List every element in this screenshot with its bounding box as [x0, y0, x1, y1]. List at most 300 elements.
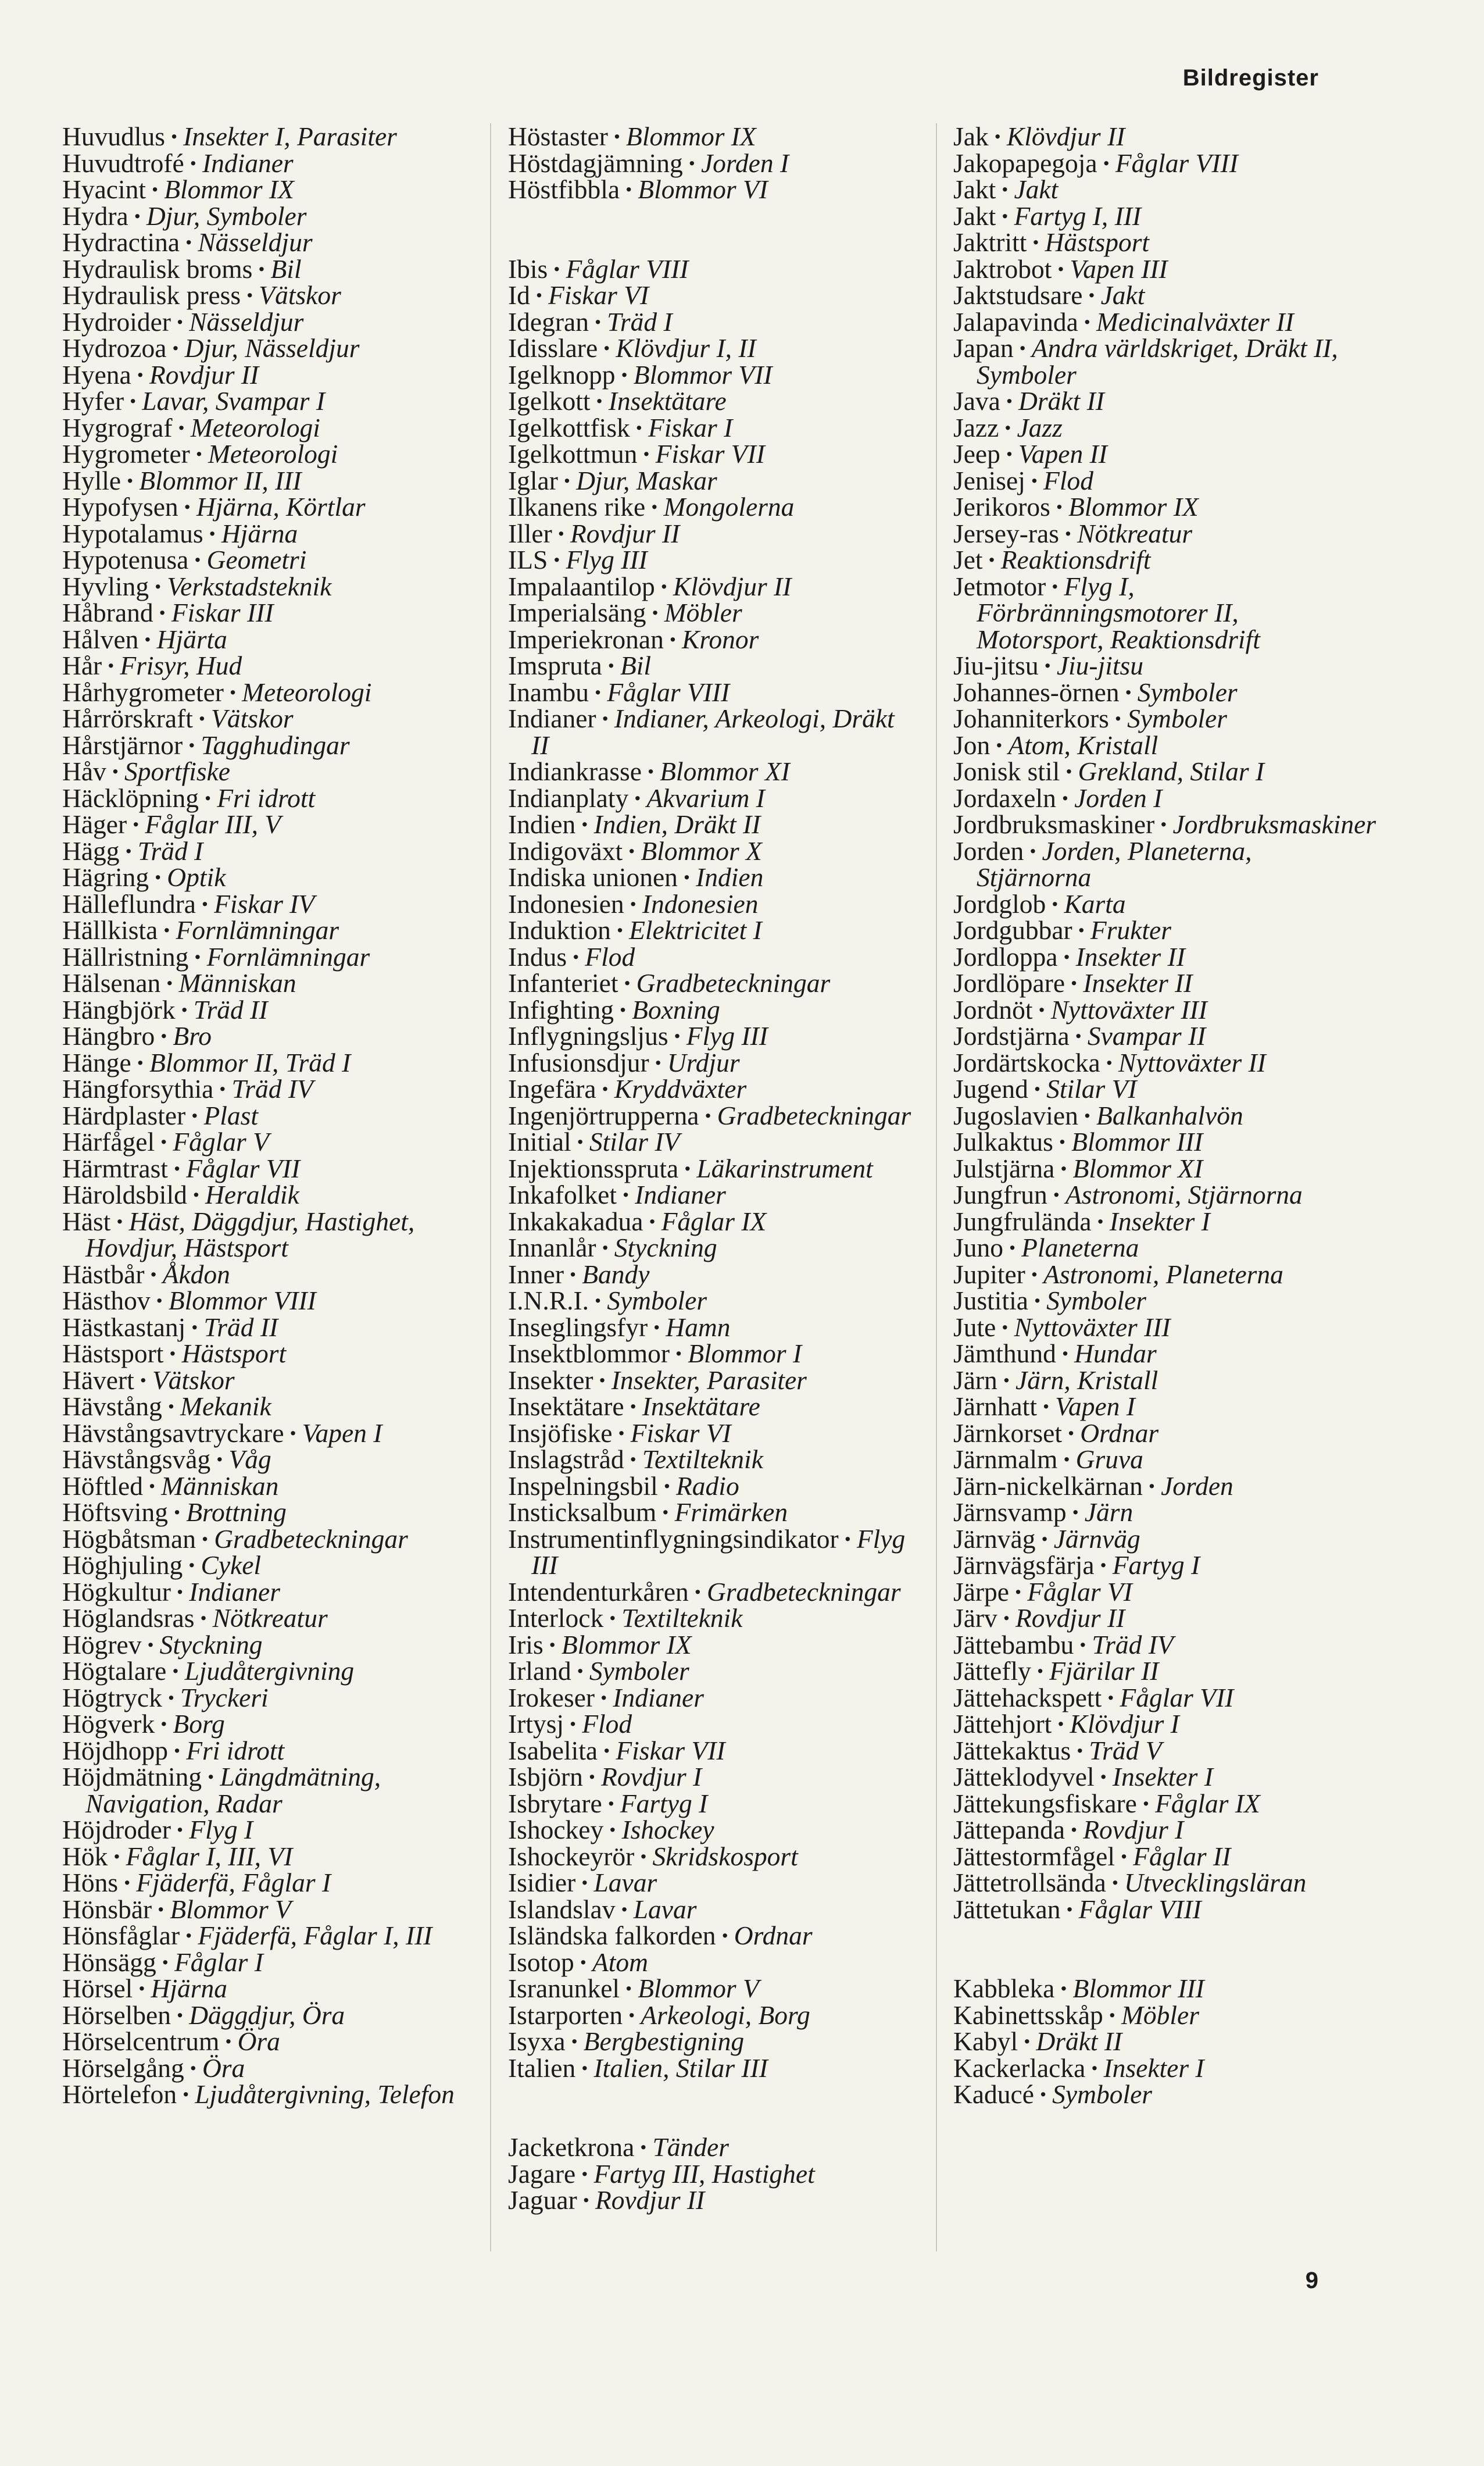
- index-topics: Grekland, Stilar I: [1078, 756, 1265, 786]
- index-term: Jugend: [953, 1074, 1028, 1104]
- index-term: Hårrörskraft: [62, 704, 193, 733]
- index-entry: [508, 467, 915, 494]
- separator-dot: ·: [153, 571, 163, 601]
- index-term: Jet: [953, 545, 983, 574]
- index-entry: [62, 1076, 469, 1102]
- separator-dot: ·: [1113, 704, 1123, 733]
- index-entry: [62, 176, 469, 203]
- index-entry: [508, 705, 915, 758]
- page-number: 9: [1305, 2268, 1318, 2293]
- index-topics: Ljudåtergivning, Telefon: [195, 2079, 455, 2109]
- separator-dot: ·: [1104, 1047, 1114, 1077]
- separator-dot: ·: [674, 1339, 684, 1368]
- separator-dot: ·: [534, 280, 544, 310]
- index-topics: Tänder: [652, 2132, 729, 2162]
- separator-dot: ·: [1147, 1471, 1157, 1501]
- separator-dot: ·: [627, 2000, 636, 2030]
- index-term: Högkultur: [62, 1576, 171, 1607]
- index-topics: Däggdjur, Öra: [189, 2000, 345, 2030]
- index-entry: [508, 1076, 915, 1102]
- index-entry: [508, 1023, 915, 1050]
- index-entry: [62, 441, 469, 467]
- index-entry: [508, 176, 915, 203]
- index-topics: Flod: [585, 941, 635, 972]
- index-entry: [953, 1340, 1366, 1367]
- separator-dot: ·: [183, 492, 192, 522]
- index-term: Hävstångsavtryckare: [62, 1418, 284, 1448]
- index-entry: [953, 838, 1366, 891]
- index-term: Ingenjörtrupperna: [508, 1100, 699, 1130]
- separator-dot: ·: [1067, 1418, 1076, 1448]
- index-topics: Fornlämningar: [176, 915, 339, 945]
- index-term: Höjdroder: [62, 1815, 171, 1844]
- separator-dot: ·: [149, 1259, 158, 1289]
- index-entry: [508, 256, 915, 283]
- index-term: Indus: [508, 941, 567, 972]
- index-topics: Insektätare: [642, 1391, 760, 1421]
- index-entry: [508, 1605, 915, 1632]
- separator-dot: ·: [1119, 1841, 1129, 1871]
- index-entry: [508, 811, 915, 838]
- separator-dot: ·: [720, 1921, 730, 1950]
- index-term: Hälsenan: [62, 968, 161, 998]
- separator-dot: ·: [193, 941, 202, 972]
- index-topics: Rovdjur II: [570, 518, 680, 548]
- separator-dot: ·: [146, 1629, 155, 1660]
- index-term: Hypotalamus: [62, 518, 203, 548]
- separator-dot: ·: [1042, 1391, 1051, 1421]
- index-topics: Lavar, Svampar I: [142, 386, 325, 416]
- index-term: Högtryck: [62, 1682, 162, 1712]
- separator-dot: ·: [1002, 1603, 1011, 1633]
- separator-dot: ·: [568, 1259, 578, 1289]
- index-topics: Insekter, Parasiter: [611, 1365, 807, 1395]
- index-topics: Medicinalväxter II: [1096, 306, 1294, 337]
- index-term: Högverk: [62, 1709, 155, 1739]
- index-topics: Indien: [696, 862, 764, 892]
- index-term: Hydroider: [62, 306, 171, 337]
- index-topics: Indonesien: [642, 888, 759, 919]
- index-topics: Fåglar I: [174, 1947, 263, 1977]
- index-topics: Klövdjur II: [673, 571, 792, 601]
- separator-dot: ·: [662, 1471, 672, 1501]
- separator-dot: ·: [1028, 836, 1038, 866]
- index-topics: Flyg III: [686, 1021, 768, 1051]
- index-term: Högtalare: [62, 1656, 167, 1686]
- column-divider: [936, 123, 937, 2251]
- index-entry: [508, 359, 915, 390]
- index-term: Jordglob: [953, 888, 1046, 919]
- index-entry: [953, 652, 1366, 679]
- index-entry: [953, 1682, 1366, 1712]
- index-term: Inkakakadua: [508, 1206, 643, 1236]
- index-term: Jordgubbar: [953, 915, 1072, 945]
- separator-dot: ·: [245, 280, 255, 310]
- separator-dot: ·: [180, 994, 189, 1025]
- index-term: Indianer: [508, 704, 596, 733]
- index-topics: Nässeldjur: [189, 306, 304, 337]
- index-term: Intendenturkåren: [508, 1576, 689, 1607]
- index-topics: Bergbestigning: [583, 2026, 745, 2056]
- index-term: Igelkottfisk: [508, 412, 630, 442]
- index-topics: Italien, Stilar III: [593, 2053, 768, 2083]
- index-topics: Fiskar IV: [214, 888, 315, 919]
- index-entry: [508, 1473, 915, 1500]
- index-term: Jordstjärna: [953, 1021, 1070, 1051]
- index-entry: [62, 1287, 469, 1314]
- index-term: Jakt: [953, 201, 996, 231]
- index-topics: Flyg III: [531, 1523, 906, 1580]
- index-entry: [953, 1576, 1366, 1607]
- separator-dot: ·: [168, 1339, 177, 1368]
- index-topics: Flod: [582, 1709, 632, 1739]
- separator-dot: ·: [628, 1444, 638, 1474]
- separator-dot: ·: [1000, 174, 1010, 204]
- index-term: Hälleflundra: [62, 888, 196, 919]
- index-entry: [508, 1682, 915, 1712]
- index-entry: [62, 256, 469, 283]
- separator-dot: ·: [1082, 1100, 1092, 1130]
- index-entry: [953, 282, 1366, 309]
- index-topics: Läkarinstrument: [696, 1153, 873, 1183]
- index-entry: [508, 1843, 915, 1870]
- index-topics: Flod: [1043, 465, 1093, 495]
- index-entry: [62, 412, 469, 442]
- separator-dot: ·: [575, 1656, 585, 1686]
- index-topics: Insektätare: [608, 386, 727, 416]
- index-term: Härdplaster: [62, 1100, 186, 1130]
- index-column-3: [953, 122, 1376, 2109]
- index-entry: [62, 1869, 469, 1896]
- index-entry: [62, 1576, 469, 1607]
- index-topics: Plast: [203, 1100, 258, 1130]
- index-entry: [508, 994, 915, 1025]
- index-entry: [62, 335, 469, 362]
- index-term: Infighting: [508, 994, 614, 1025]
- index-term: Hyena: [62, 359, 131, 390]
- index-topics: Urdjur: [667, 1047, 740, 1077]
- separator-dot: ·: [620, 359, 629, 390]
- index-topics: Hjärna, Körtlar: [196, 492, 366, 522]
- index-topics: Fåglar V: [173, 1127, 269, 1157]
- index-topics: Blommor IX: [626, 122, 756, 151]
- separator-dot: ·: [995, 730, 1004, 760]
- index-topics: Vapen II: [1018, 439, 1107, 469]
- index-topics: Stilar VI: [1046, 1074, 1137, 1104]
- index-entry: [508, 1896, 915, 1923]
- index-topics: Träd IV: [1092, 1629, 1174, 1660]
- index-term: Johannes-örnen: [953, 677, 1120, 707]
- index-entry: [953, 705, 1366, 732]
- index-term: Igelkott: [508, 386, 591, 416]
- index-entry: [953, 888, 1366, 919]
- index-term: Höghjuling: [62, 1550, 183, 1580]
- separator-dot: ·: [155, 1286, 164, 1315]
- index-term: Igelkottmun: [508, 439, 638, 469]
- index-term: Istarporten: [508, 2000, 623, 2030]
- index-term: Jättepanda: [953, 1815, 1065, 1844]
- index-term: Jaguar: [508, 2185, 577, 2215]
- separator-dot: ·: [648, 1206, 657, 1236]
- index-entry: [62, 2081, 469, 2108]
- index-entry: [62, 811, 469, 838]
- index-topics: Indianer: [635, 1180, 726, 1209]
- separator-dot: ·: [1056, 1709, 1065, 1739]
- separator-dot: ·: [1007, 1233, 1017, 1262]
- index-topics: Astronomi, Planeterna: [1043, 1259, 1283, 1289]
- separator-dot: ·: [624, 1973, 634, 2003]
- index-entry: [953, 256, 1366, 283]
- index-topics: Stilar IV: [589, 1127, 680, 1157]
- index-entry: [62, 1314, 469, 1341]
- index-term: Jordaxeln: [953, 783, 1056, 813]
- index-topics: Frimärken: [674, 1497, 788, 1527]
- index-entry: [62, 864, 469, 891]
- index-term: Jonisk stil: [953, 756, 1060, 786]
- index-term: Högrev: [62, 1629, 142, 1660]
- index-term: Isbrytare: [508, 1788, 602, 1818]
- index-term: Hörselben: [62, 2000, 171, 2030]
- index-entry: [953, 150, 1366, 177]
- index-term: Jacketkrona: [508, 2132, 635, 2162]
- index-term: Jersey-ras: [953, 518, 1059, 548]
- index-entry: [953, 970, 1366, 997]
- index-term: Hyvling: [62, 571, 149, 601]
- index-term: Hårhygrometer: [62, 677, 224, 707]
- index-term: Jakopapegoja: [953, 148, 1097, 178]
- index-entry: [508, 785, 915, 812]
- index-term: Irokeser: [508, 1682, 595, 1712]
- index-term: Indonesien: [508, 888, 624, 919]
- index-topics: Ordnar: [1080, 1418, 1159, 1448]
- separator-dot: ·: [580, 809, 589, 839]
- index-topics: Blommor II, Träd I: [149, 1047, 351, 1077]
- separator-dot: ·: [1096, 1206, 1105, 1236]
- index-entry: [508, 1629, 915, 1660]
- index-entry: [62, 2055, 469, 2082]
- separator-dot: ·: [628, 1391, 638, 1421]
- index-topics: Radio: [676, 1471, 739, 1501]
- index-entry: [62, 626, 469, 653]
- index-term: Hästbår: [62, 1259, 145, 1289]
- index-topics: Klövdjur I, II: [616, 333, 756, 363]
- index-topics: Svampar II: [1087, 1021, 1206, 1051]
- index-topics: Boxning: [632, 994, 720, 1025]
- index-entry: [62, 1975, 469, 2002]
- index-topics: Lavar: [593, 1868, 657, 1897]
- separator-dot: ·: [188, 148, 198, 178]
- index-entry: [62, 573, 469, 600]
- index-term: Höstfibbla: [508, 174, 620, 204]
- index-entry: [953, 1629, 1366, 1660]
- index-topics: Gradbeteckningar: [214, 1523, 408, 1554]
- index-entry: [953, 229, 1366, 256]
- index-topics: Mongolerna: [663, 492, 795, 522]
- separator-dot: ·: [1035, 1656, 1045, 1686]
- index-entry: [62, 1102, 469, 1129]
- separator-dot: ·: [571, 941, 581, 972]
- index-term: Jaktrobot: [953, 254, 1052, 284]
- separator-dot: ·: [1029, 1259, 1039, 1289]
- index-topics: Flyg I, Förbränningsmotorer II, Motorsport, Reaktionsdrift: [977, 571, 1260, 654]
- index-entry: [62, 1737, 469, 1764]
- index-topics: Tryckeri: [180, 1682, 269, 1712]
- index-topics: Andra världskriget, Dräkt II, Symboler: [977, 333, 1338, 390]
- index-term: Hypotenusa: [62, 545, 189, 574]
- index-topics: Textilteknik: [621, 1603, 743, 1633]
- separator-dot: ·: [843, 1523, 852, 1554]
- separator-dot: ·: [1064, 756, 1074, 786]
- separator-dot: ·: [570, 2026, 579, 2056]
- index-entry: [62, 359, 469, 390]
- index-topics: Symboler: [1052, 2079, 1152, 2109]
- index-topics: Träd IV: [231, 1074, 313, 1104]
- separator-dot: ·: [148, 1471, 157, 1501]
- separator-dot: ·: [177, 412, 186, 442]
- index-term: Hylle: [62, 465, 121, 495]
- index-topics: Flyg III: [566, 545, 648, 574]
- index-topics: Blommor V: [170, 1894, 291, 1924]
- index-term: Hönsfåglar: [62, 1921, 180, 1950]
- index-term: Jazz: [953, 412, 999, 442]
- index-entry: [508, 150, 915, 177]
- separator-dot: ·: [159, 1127, 169, 1157]
- separator-dot: ·: [562, 465, 572, 495]
- index-term: Infusionsdjur: [508, 1047, 649, 1077]
- index-topics: Järn, Kristall: [1015, 1365, 1158, 1395]
- separator-dot: ·: [1000, 201, 1010, 231]
- index-entry: [62, 705, 469, 732]
- index-topics: Cykel: [201, 1550, 262, 1580]
- separator-dot: ·: [627, 836, 636, 866]
- index-term: Jeep: [953, 439, 1000, 469]
- separator-dot: ·: [135, 359, 145, 390]
- separator-dot: ·: [176, 306, 185, 337]
- index-entry: [953, 732, 1366, 759]
- index-entry: [508, 547, 915, 573]
- index-topics: Fjärilar II: [1049, 1656, 1159, 1686]
- separator-dot: ·: [123, 1868, 132, 1897]
- index-entry: [62, 758, 469, 785]
- index-topics: Häst, Däggdjur, Hastighet, Hovdjur, Hästsport: [85, 1206, 415, 1262]
- separator-dot: ·: [208, 518, 217, 548]
- index-entry: [508, 1047, 915, 1077]
- index-term: Höjdmätning: [62, 1762, 202, 1791]
- index-topics: Hästsport: [1045, 227, 1150, 257]
- separator-dot: ·: [595, 386, 604, 416]
- index-topics: Fri idrott: [186, 1735, 285, 1765]
- index-term: Irland: [508, 1656, 571, 1686]
- separator-dot: ·: [1029, 465, 1039, 495]
- index-term: Imspruta: [508, 651, 602, 680]
- index-term: Iglar: [508, 465, 558, 495]
- index-entry: [508, 335, 915, 362]
- index-topics: Lavar: [633, 1894, 697, 1924]
- separator-dot: ·: [1004, 386, 1014, 416]
- index-entry: [62, 2028, 469, 2055]
- index-term: Kabinettsskåp: [953, 2000, 1103, 2030]
- index-entry: [508, 1737, 915, 1764]
- index-topics: Jordbruksmaskiner: [1172, 809, 1376, 839]
- index-entry: [953, 785, 1366, 812]
- index-topics: Fiskar VI: [548, 280, 649, 310]
- index-entry: [62, 1552, 469, 1579]
- index-entry: [62, 1047, 469, 1077]
- index-term: Höftsving: [62, 1497, 168, 1527]
- index-topics: Atom, Kristall: [1008, 730, 1158, 760]
- separator-dot: ·: [159, 1709, 169, 1739]
- index-term: Isbjörn: [508, 1762, 583, 1791]
- separator-dot: ·: [1050, 571, 1060, 601]
- index-topics: Rovdjur II: [149, 359, 259, 390]
- separator-dot: ·: [1043, 651, 1052, 680]
- index-entry: [62, 941, 469, 972]
- index-term: Indiankrasse: [508, 756, 642, 786]
- index-term: Iller: [508, 518, 552, 548]
- index-entry: [62, 388, 469, 415]
- index-topics: Möbler: [1121, 2000, 1199, 2030]
- index-topics: Nyttoväxter II: [1118, 1047, 1266, 1077]
- index-topics: Fiskar VI: [630, 1418, 731, 1448]
- index-topics: Blommor IX: [164, 174, 294, 204]
- index-term: Julkaktus: [953, 1127, 1053, 1157]
- index-term: Jalapavinda: [953, 306, 1078, 337]
- index-term: Hällkista: [62, 915, 158, 945]
- separator-dot: ·: [1032, 1074, 1042, 1104]
- index-entry: [953, 2002, 1366, 2029]
- index-entry: [508, 1764, 915, 1790]
- index-entry: [953, 494, 1366, 520]
- index-entry: [508, 599, 915, 626]
- index-term: Jak: [953, 122, 989, 151]
- index-entry: [953, 1446, 1366, 1473]
- separator-dot: ·: [1040, 1523, 1049, 1554]
- index-entry: [62, 1605, 469, 1632]
- separator-dot: ·: [166, 1682, 176, 1712]
- index-topics: Insekter I: [1109, 1206, 1210, 1236]
- separator-dot: ·: [173, 1735, 182, 1765]
- index-topics: Blommor IX: [561, 1629, 692, 1660]
- index-topics: Symboler: [1046, 1286, 1146, 1315]
- index-entry: [508, 441, 915, 467]
- separator-dot: ·: [1014, 1576, 1023, 1607]
- index-entry: [62, 1658, 469, 1685]
- separator-dot: ·: [159, 1021, 169, 1051]
- index-entry: [62, 203, 469, 230]
- index-topics: Fartyg I: [1112, 1550, 1200, 1580]
- index-term: Kackerlacka: [953, 2053, 1086, 2083]
- separator-dot: ·: [1056, 254, 1065, 284]
- index-topics: Fåglar IX: [1155, 1788, 1260, 1818]
- separator-dot: ·: [552, 545, 562, 574]
- index-topics: Hjärna: [151, 1973, 227, 2003]
- index-term: Härmtrast: [62, 1153, 168, 1183]
- index-term: Jupiter: [953, 1259, 1025, 1289]
- index-topics: Verkstadsteknik: [167, 571, 332, 601]
- index-entry: [953, 1261, 1366, 1288]
- index-entry: [953, 1314, 1366, 1341]
- index-term: Ishockey: [508, 1815, 604, 1844]
- separator-dot: ·: [218, 1074, 227, 1104]
- index-entry: [953, 809, 1376, 839]
- index-entry: [62, 888, 469, 919]
- index-topics: Gradbeteckningar: [706, 1576, 901, 1607]
- index-term: Insjöfiske: [508, 1418, 613, 1448]
- index-entry: [508, 306, 915, 337]
- separator-dot: ·: [143, 624, 152, 654]
- index-entry: [62, 1682, 469, 1712]
- index-topics: Träd II: [203, 1312, 278, 1342]
